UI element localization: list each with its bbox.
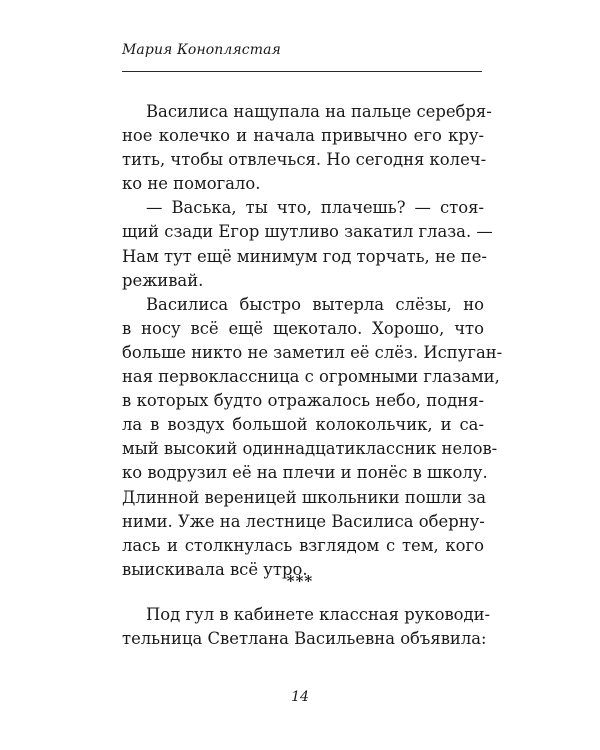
text-line: Длинной вереницей школьники пошли за <box>122 487 487 507</box>
text-line: ное колечко и начала привычно его кру- <box>122 126 484 146</box>
text-line: в которых будто отражалось небо, подня- <box>122 391 484 411</box>
header-rule <box>122 71 482 72</box>
text-line: реживай. <box>122 270 204 290</box>
text-line: больше никто не заметил её слёз. Испуган- <box>122 342 503 362</box>
running-head-author: Мария Коноплястая <box>122 42 281 58</box>
text-line: лась и столкнулась взглядом с тем, кого <box>122 535 484 555</box>
continuation-text <box>122 603 491 651</box>
text-line: ла в воздух большой колокольчик, и са- <box>122 415 484 435</box>
text-line: тельница Светлана Васильевна объявила: <box>122 629 487 649</box>
text-line: щий сзади Егор шутливо закатил глаза. — <box>122 222 493 242</box>
text-line: Василиса быстро вытерла слёзы, но <box>146 294 484 314</box>
text-line: Василиса нащупала на пальце серебря- <box>146 102 492 121</box>
text-line: ная первоклассница с огромными глазами, <box>122 367 500 387</box>
text-line: в носу всё ещё щекотало. Хорошо, что <box>122 318 484 338</box>
text-line: ними. Уже на лестнице Василиса оберну- <box>122 511 485 531</box>
text-line: мый высокий одиннадцатиклассник нелов- <box>122 439 498 459</box>
text-line: — Васька, ты что, плачешь? — стоя- <box>146 198 484 218</box>
text-line: Под гул в кабинете классная руководи- <box>146 605 491 624</box>
text-line: выискивала всё утро. <box>122 559 308 579</box>
text-line: ко водрузил её на плечи и понёс в школу. <box>122 463 488 483</box>
main-text <box>122 100 503 582</box>
page-number: 14 <box>291 689 309 705</box>
section-separator: *** <box>286 572 314 590</box>
text-line: тить, чтобы отвлечься. Но сегодня колеч- <box>122 150 487 170</box>
text-line: ко не помогало. <box>122 174 261 194</box>
text-line: Нам тут ещё минимум год торчать, не пе- <box>122 246 487 266</box>
